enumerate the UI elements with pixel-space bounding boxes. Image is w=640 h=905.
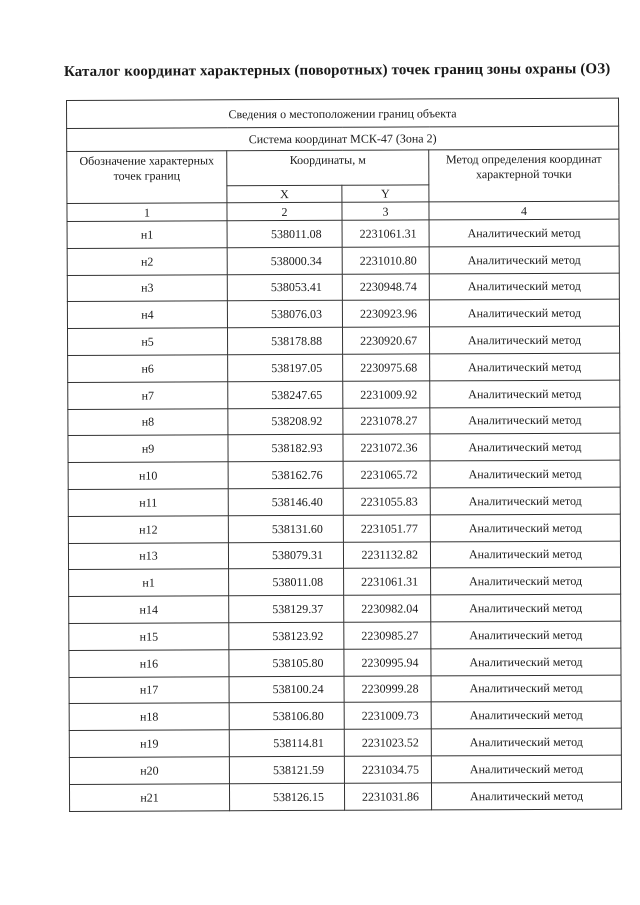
coordinates-table-container [66,98,621,812]
x-coordinate-cell: 538131.60 [228,515,343,542]
x-coordinate-cell: 538105.80 [229,649,344,676]
table-row [67,273,619,302]
x-coordinate-cell: 538146.40 [228,488,343,515]
point-cell: н12 [68,516,228,543]
point-cell: н5 [67,328,227,355]
coord-system-row [67,126,619,151]
point-cell: н9 [68,435,228,462]
x-coordinate-cell: 538126.15 [229,783,344,810]
coord-system-cell: Система координат МСК-47 (Зона 2) [67,126,619,151]
coordinates-table-body [67,98,622,811]
point-cell: н15 [69,623,229,650]
point-cell: н1 [67,221,227,248]
y-coordinate-cell: 2231023.52 [344,729,431,756]
table-row [69,701,621,730]
x-coordinate-cell: 538162.76 [228,461,343,488]
point-cell: н17 [69,676,229,703]
point-cell: н19 [69,730,229,757]
point-cell: н3 [67,274,227,301]
y-coordinate-cell: 2230920.67 [342,327,429,354]
point-cell: н6 [68,355,228,382]
y-coordinate-cell: 2230999.28 [344,675,431,702]
method-cell: Аналитический метод [431,621,621,649]
point-cell: н7 [68,382,228,409]
x-coordinate-cell: 538000.34 [227,247,342,274]
document-title: Каталог координат характерных (поворотных) точек границ зоны охраны (ОЗ) [63,61,611,80]
y-coordinate-cell: 2230975.68 [343,354,430,381]
table-row [69,728,621,757]
table-row [68,380,620,409]
table-row [68,407,620,436]
x-coordinate-cell: 538100.24 [229,676,344,703]
x-coordinate-cell: 538197.05 [228,354,343,381]
y-coordinate-cell: 2231078.27 [343,407,430,434]
point-cell: н18 [69,703,229,730]
method-cell: Аналитический метод [429,299,619,327]
table-row [67,299,619,328]
x-coordinate-cell: 538247.65 [228,381,343,408]
method-cell: Аналитический метод [430,433,620,461]
point-cell: н8 [68,408,228,435]
y-coordinate-cell: 2231061.31 [344,568,431,595]
y-coordinate-cell: 2230982.04 [344,595,431,622]
method-cell: Аналитический метод [429,273,619,301]
table-row [69,567,621,596]
col-number-3: 3 [342,202,429,220]
method-cell: Аналитический метод [429,326,619,354]
point-cell: н1 [69,569,229,596]
method-cell: Аналитический метод [430,407,620,435]
y-coordinate-cell: 2231034.75 [344,756,431,783]
y-coordinate-cell: 2230923.96 [342,300,429,327]
col-method-header: Метод определения координат характерной точки [429,149,619,202]
col-number-2: 2 [227,202,342,221]
coordinates-table [66,98,622,812]
method-cell: Аналитический метод [431,594,621,622]
table-row [69,782,621,811]
table-row [68,541,620,570]
y-coordinate-cell: 2230995.94 [344,649,431,676]
method-cell: Аналитический метод [431,567,621,595]
point-cell: н10 [68,462,228,489]
x-coordinate-cell: 538129.37 [229,595,344,622]
x-coordinate-cell: 538011.08 [229,569,344,596]
point-cell: н16 [69,650,229,677]
method-cell: Аналитический метод [430,541,620,569]
method-cell: Аналитический метод [430,380,620,408]
col-number-1: 1 [67,203,227,222]
col-point-header: Обозначение характерных точек границ [67,151,227,204]
y-coordinate-cell: 2231009.92 [343,381,430,408]
x-coordinate-cell: 538182.93 [228,435,343,462]
x-coordinate-cell: 538011.08 [227,220,342,247]
y-coordinate-cell: 2231055.83 [343,488,430,515]
y-coordinate-cell: 2231132.82 [343,541,430,568]
y-coordinate-cell: 2231051.77 [343,515,430,542]
point-cell: н14 [69,596,229,623]
point-cell: н2 [67,248,227,275]
y-coordinate-cell: 2231031.86 [344,783,431,810]
column-numbers-row [67,201,619,221]
col-number-4: 4 [429,201,619,220]
method-cell: Аналитический метод [431,728,621,756]
table-row [67,246,619,275]
y-coordinate-cell: 2231065.72 [343,461,430,488]
point-cell: н4 [67,301,227,328]
table-row [68,514,620,543]
table-row [69,675,621,704]
table-row [69,594,621,623]
method-cell: Аналитический метод [430,353,620,381]
table-row [69,755,621,784]
table-row [68,460,620,489]
table-row [68,433,620,462]
table-row [67,326,619,355]
x-coordinate-cell: 538123.92 [229,622,344,649]
method-cell: Аналитический метод [431,701,621,729]
point-cell: н20 [69,757,229,784]
table-row [67,219,619,248]
method-cell: Аналитический метод [431,648,621,676]
info-header-cell: Сведения о местоположении границ объекта [67,98,619,128]
x-coordinate-cell: 538106.80 [229,703,344,730]
x-coordinate-cell: 538076.03 [227,301,342,328]
y-coordinate-cell: 2231061.31 [342,220,429,247]
table-row [68,487,620,516]
info-header-row [67,98,619,128]
column-header-row [67,149,619,186]
x-coordinate-cell: 538178.88 [227,327,342,354]
y-coordinate-cell: 2231009.73 [344,702,431,729]
table-row [69,648,621,677]
x-coordinate-cell: 538121.59 [229,756,344,783]
col-coords-header: Координаты, м [227,150,429,186]
table-row [68,353,620,382]
col-x-header: X [227,185,342,203]
method-cell: Аналитический метод [431,675,621,703]
method-cell: Аналитический метод [430,460,620,488]
point-cell: н21 [69,784,229,811]
method-cell: Аналитический метод [429,246,619,274]
point-cell: н11 [68,489,228,516]
y-coordinate-cell: 2230985.27 [344,622,431,649]
method-cell: Аналитический метод [430,487,620,515]
method-cell: Аналитический метод [431,782,621,810]
y-coordinate-cell: 2230948.74 [342,274,429,301]
x-coordinate-cell: 538208.92 [228,408,343,435]
x-coordinate-cell: 538053.41 [227,274,342,301]
y-coordinate-cell: 2231010.80 [342,247,429,274]
method-cell: Аналитический метод [429,219,619,247]
col-y-header: Y [342,185,429,202]
method-cell: Аналитический метод [431,755,621,783]
x-coordinate-cell: 538114.81 [229,729,344,756]
point-cell: н13 [68,542,228,569]
x-coordinate-cell: 538079.31 [228,542,343,569]
y-coordinate-cell: 2231072.36 [343,434,430,461]
method-cell: Аналитический метод [430,514,620,542]
table-row [69,621,621,650]
